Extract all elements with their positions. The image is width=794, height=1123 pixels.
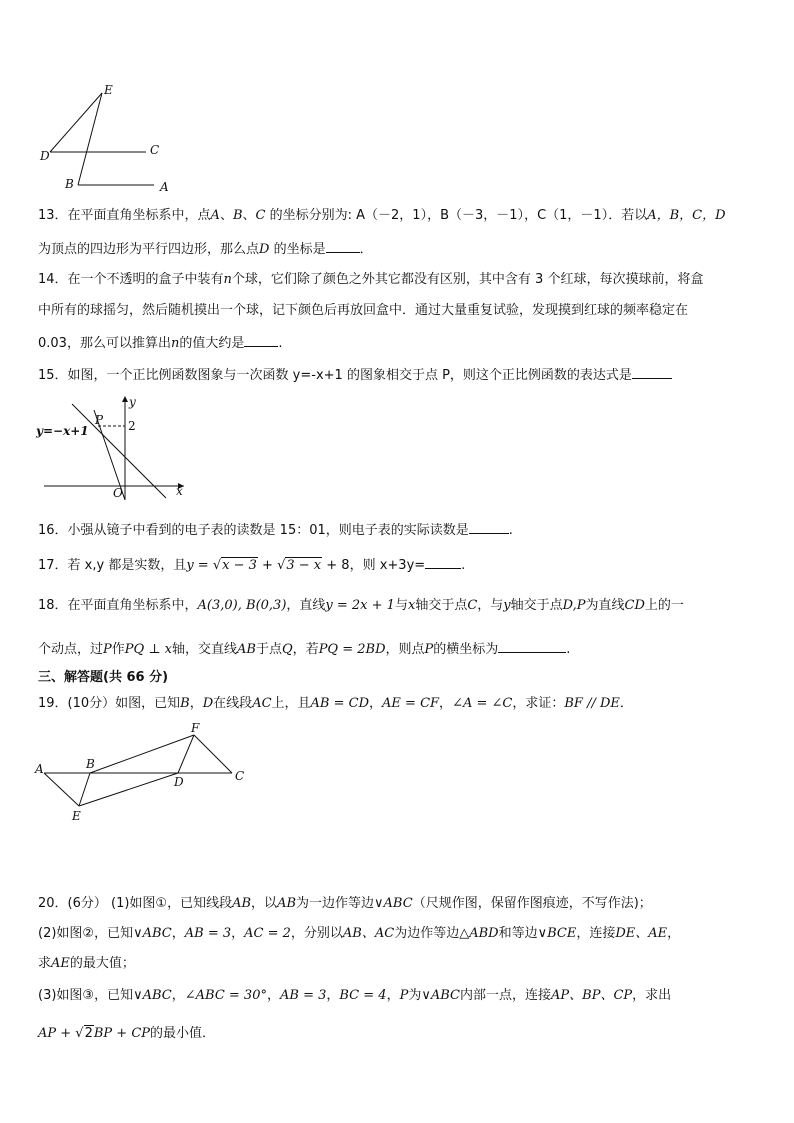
origin-label: O	[113, 486, 123, 500]
axis-label-x: x	[176, 484, 183, 498]
question-20-line-5: AP + √2BP + CP的最小值．	[38, 1026, 216, 1041]
fig-label: D	[40, 149, 50, 163]
question-20-line-2: (2)如图②，已知∨ABC，AB = 3，AC = 2，分别以AB、AC为边作等边△ABD和等边∨BCE，连接DE、AE，	[38, 926, 681, 941]
question-20-line-3: 求AE的最大值；	[38, 956, 135, 971]
fig-label: E	[104, 83, 113, 97]
question-15: 15．如图，一个正比例函数图象与一次函数 y=-x+1 的图象相交于点 P，则这个正比例函数的表达式是	[38, 364, 672, 386]
question-18-line-2: 个动点，过P作PQ ⊥ x轴，交直线AB于点Q，若PQ = 2BD，则点P的横坐标为 .	[38, 638, 570, 660]
question-20-line-4: (3)如图③，已知∨ABC，∠ABC = 30°，AB = 3，BC = 4，P为∨ABC内部一点，连接AP、BP、CP，求出	[38, 988, 672, 1003]
question-16: 16．小强从镜子中看到的电子表的读数是 15：01，则电子表的实际读数是 .	[38, 519, 513, 541]
question-13-line-2: 为顶点的四边形为平行四边形，那么点D 的坐标是 ．	[38, 238, 373, 260]
answer-blank[interactable]	[469, 519, 509, 534]
figure-q15-graph	[36, 392, 196, 504]
answer-blank[interactable]	[326, 238, 360, 253]
point-label-p: P	[95, 413, 104, 427]
line-label: y=−x+1	[36, 424, 89, 438]
answer-blank[interactable]	[632, 364, 672, 379]
fig-label: C	[235, 769, 245, 783]
fig-label: A	[35, 762, 44, 776]
question-14-line-1: 14．在一个不透明的盒子中装有n个球，它们除了颜色之外其它都没有区别，其中含有 3 个红球，每次摸球前，将盒	[38, 272, 704, 287]
fig-label: D	[174, 775, 184, 789]
question-14-line-2: 中所有的球摇匀，然后随机摸出一个球，记下颜色后再放回盒中．通过大量重复试验，发现摸到红球的频率稳定在	[38, 303, 689, 318]
question-14-line-3: 0.03，那么可以推算出n的值大约是 .	[38, 332, 282, 354]
fig-label: E	[72, 809, 81, 823]
fig-label: F	[191, 721, 200, 735]
question-18-line-1: 18．在平面直角坐标系中，A(3,0), B(0,3)，直线y = 2x + 1与x轴交于点C，与y轴交于点D,P为直线CD上的一	[38, 598, 684, 613]
answer-blank[interactable]	[244, 332, 278, 347]
answer-blank[interactable]	[425, 554, 461, 569]
tick-label-2: 2	[128, 419, 136, 433]
fig-label: A	[160, 180, 169, 194]
figure-q19	[32, 720, 257, 825]
axis-label-y: y	[129, 395, 136, 409]
question-17: 17．若 x,y 都是实数，且y = √x − 3 + √3 − x + 8，则 x+3y= .	[38, 554, 465, 576]
fig-label: B	[65, 177, 74, 191]
question-19: 19．(10分）如图，已知B，D在线段AC上，且AB = CD，AE = CF，∠A = ∠C，求证：BF // DE．	[38, 696, 633, 711]
section-heading: 三、解答题(共 66 分)	[38, 670, 169, 685]
figure-parallel-lines	[36, 80, 186, 195]
fig-label: C	[150, 143, 160, 157]
fig-label: B	[86, 757, 95, 771]
question-20-line-1: 20．(6分） (1)如图①，已知线段AB，以AB为一边作等边∨ABC（尺规作图，保留作图痕迹，不写作法)；	[38, 896, 652, 911]
answer-blank[interactable]	[498, 638, 566, 653]
question-13-line-1: 13．在平面直角坐标系中，点A、B、C 的坐标分别为: A（－2，1），B（－3，－1），C（1，－1）．若以A，B，C，D	[38, 208, 726, 223]
